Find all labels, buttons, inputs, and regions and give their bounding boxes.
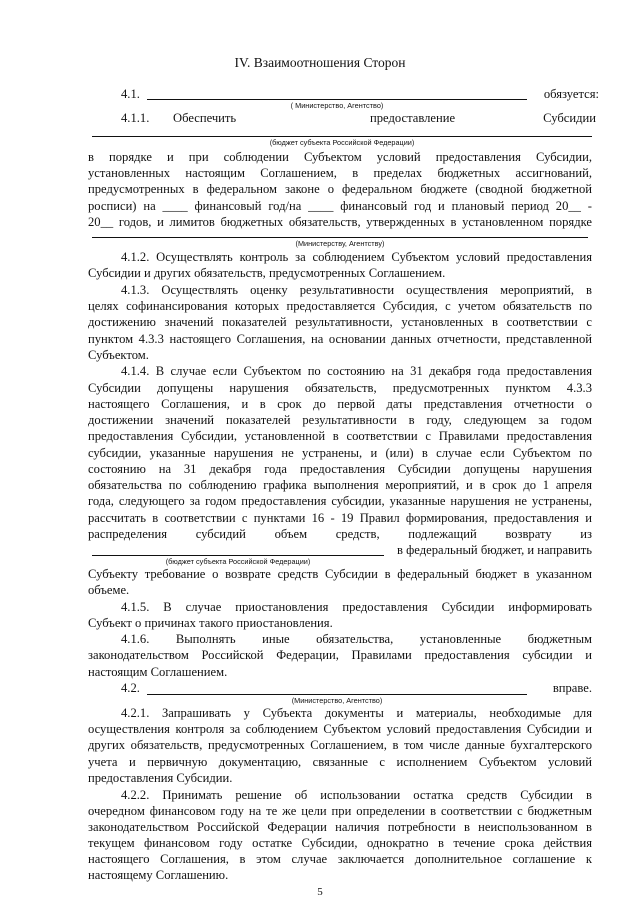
- text-line: 4.1.2. Осуществлять контроль за соблюдением Субъектом условий предоставления: [121, 250, 592, 264]
- text-line: 4.2.1. Запрашивать у Субъекта документы и материалы, необходимые для: [121, 706, 592, 720]
- caption-budget: (бюджет субъекта Российской Федерации): [165, 557, 311, 566]
- text-line: предусмотренных в федеральном законе о федеральном бюджете (сводной бюджетной: [88, 182, 592, 196]
- text-line: 4.1.6. Выполнять иные обязательства, установленные бюджетным: [121, 632, 592, 646]
- text-line: установленных настоящим Соглашением, в пределах бюджетных ассигнований,: [88, 166, 592, 180]
- clause-tail-4-2: вправе.: [552, 681, 592, 695]
- text-line: достижении значений показателей результативности в году, следующем за годом: [88, 413, 592, 427]
- clause-number-4-1-1: 4.1.1.: [121, 111, 150, 125]
- caption-ministry: (Министерству, Агентству): [295, 239, 385, 248]
- page-number: 5: [317, 886, 323, 898]
- blank-line: [92, 237, 588, 238]
- blank-line: [147, 694, 527, 695]
- clause-number-4-1: 4.1.: [121, 87, 140, 101]
- text-line: Субсидии и других обязательств, предусмотренных Соглашением.: [88, 266, 446, 280]
- clause-word: Обеспечить: [173, 111, 237, 125]
- section-title: IV. Взаимоотношения Сторон: [234, 55, 406, 70]
- blank-line: [92, 555, 384, 556]
- text-line: 4.1.5. В случае приостановления предоставления Субсидии информировать: [121, 600, 592, 614]
- text-line: 4.1.4. В случае если Субъектом по состоянию на 31 декабря года предоставления: [121, 364, 592, 378]
- text-line: учета и первичную документацию, связанные с исполнением Субъектом условий: [88, 755, 592, 769]
- caption-ministry: ( Министерство, Агентство): [290, 101, 384, 110]
- text-line: законодательством Российской Федерации, Правилами предоставления субсидии и: [88, 648, 592, 662]
- text-line: обязательства по соблюдению графика выполнения мероприятий, и в срок до 1 апреля: [88, 478, 592, 492]
- text-line: субсидии, указанные нарушения не устранены, и (или) в случае если Субъектом по: [88, 446, 592, 460]
- text-line: достижению значений показателей результативности, установленных в соответствии с: [88, 315, 592, 329]
- caption-ministry: (Министерство, Агентство): [291, 696, 383, 705]
- caption-budget: (бюджет субъекта Российской Федерации): [269, 138, 415, 147]
- text-line: 4.2.2. Принимать решение об использовании остатка средств Субсидии в: [121, 788, 592, 802]
- text-line: рассчитать в соответствии с пунктами 16 - 19 Правил формирования, предоставления и: [88, 511, 592, 525]
- text-line: состоянию на 31 декабря года предоставления Субсидии допущены нарушения: [88, 462, 592, 476]
- text-line: 4.1.3. Осуществлять оценку результативности осуществления мероприятий, в: [121, 283, 592, 297]
- text-line: Субъекту требование о возврате средств Субсидии в федеральный бюджет в указанном: [88, 567, 592, 581]
- text-line: очередном финансовом году на те же цели при определении в соответствии с бюджетным: [88, 804, 592, 818]
- text-line: 20__ годов, и лимитов бюджетных обязательств, утвержденных в установленном порядке: [88, 215, 592, 229]
- clause-tail-4-1: обязуется:: [543, 87, 599, 101]
- text-line: других обязательств, предусмотренных Соглашением, в том числе данные бухгалтерского: [88, 738, 592, 752]
- text-line: настоящего Соглашения, и в срок до первой даты представления отчетности о: [88, 397, 592, 411]
- text-line: росписи) на ____ финансовый год/на ____ финансовый год и плановый период 20__ -: [88, 199, 592, 213]
- text-line: целях софинансирования которых предоставляется Субсидия, с учетом обязательств по: [88, 299, 592, 313]
- text-line: пунктом 4.3.3 настоящего Соглашения, на основании данных отчетности, представленной: [88, 332, 592, 346]
- blank-line: [92, 136, 592, 137]
- text-line: настоящим Соглашением.: [88, 665, 228, 679]
- text-line: Субъект о причинах такого приостановления.: [88, 616, 333, 630]
- text-line: предоставления Субсидии.: [88, 771, 233, 785]
- text-line: Субъектом.: [88, 348, 149, 362]
- text-line: в порядке и при соблюдении Субъектом условий предоставления Субсидии,: [88, 150, 592, 164]
- blank-line: [147, 99, 527, 100]
- text-line: года, следующего за годом предоставления субсидии, указанные нарушения не устранены,: [88, 494, 592, 508]
- text-line: осуществления контроля за соблюдением Субъектом условий предоставления Субсидии и: [88, 722, 592, 736]
- text-line: законодательством Российской Федерации наличия потребности в неиспользованном в: [88, 820, 592, 834]
- text-line: текущем финансовом году остатке Субсидии, однократно в течение срока действия: [88, 836, 592, 850]
- text-line: объеме.: [88, 583, 130, 597]
- text-line: Субсидии допущены нарушения обязательств, предусмотренных пунктом 4.3.3: [88, 381, 592, 395]
- text-line: предоставления Субсидии, установленной в соответствии с Правилами предоставления: [88, 429, 592, 443]
- clause-word: Субсидии: [543, 111, 596, 125]
- text-line: в федеральный бюджет, и направить: [397, 543, 592, 557]
- text-line: настоящему Соглашению.: [88, 868, 229, 882]
- text-line: настоящего Соглашения, в этом случае заключается дополнительное соглашение к: [88, 852, 592, 866]
- text-line: распределения субсидий объем средств, подлежащий возврату из: [88, 527, 592, 541]
- clause-number-4-2: 4.2.: [121, 681, 140, 695]
- clause-word: предоставление: [370, 111, 456, 125]
